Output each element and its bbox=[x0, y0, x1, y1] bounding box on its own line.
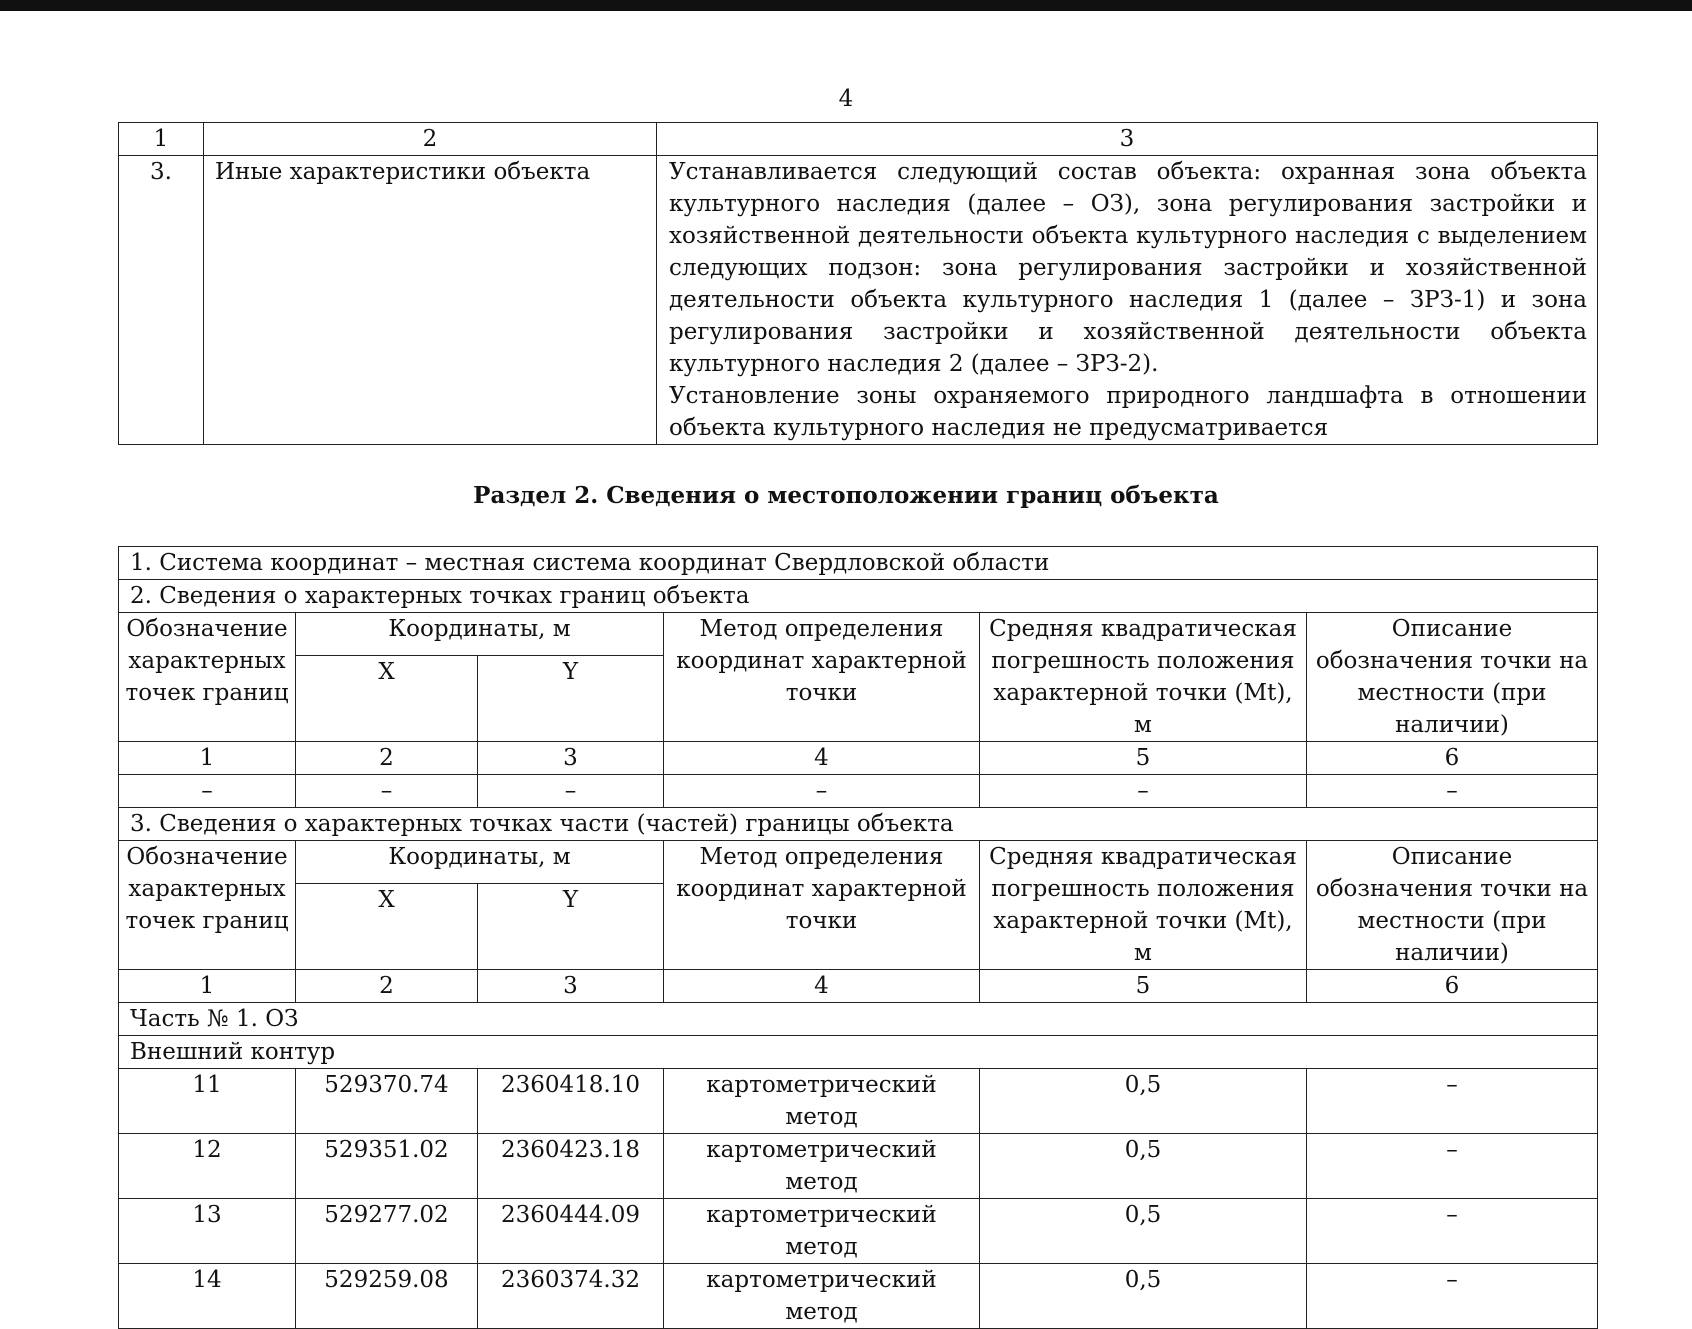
top-border-rule bbox=[0, 0, 1692, 11]
parts-heading-text: 3. Сведения о характерных точках части (частей) границы объекта bbox=[119, 808, 1598, 841]
table-row bbox=[119, 1199, 1598, 1264]
characteristics-table bbox=[118, 122, 1598, 445]
empty-row bbox=[119, 775, 1598, 808]
contour-label-row bbox=[119, 1036, 1598, 1069]
point-id: 13 bbox=[119, 1199, 296, 1264]
table-row bbox=[119, 1069, 1598, 1134]
table-header-row bbox=[119, 123, 1598, 156]
column-number: 3 bbox=[478, 742, 664, 775]
column-number: 6 bbox=[1307, 970, 1598, 1003]
designation-header: Обозначение характерных точек границ bbox=[119, 841, 296, 970]
method-value: картометрический метод bbox=[664, 1199, 980, 1264]
method-header: Метод определения координат характерной точки bbox=[664, 613, 980, 742]
header-cell: 1 bbox=[119, 123, 204, 156]
coord-system-text: 1. Система координат – местная система координат Свердловской области bbox=[119, 547, 1598, 580]
empty-cell: – bbox=[664, 775, 980, 808]
x-value: 529277.02 bbox=[296, 1199, 478, 1264]
y-value: 2360418.10 bbox=[478, 1069, 664, 1134]
description-paragraph: Устанавливается следующий состав объекта: охранная зона объекта культурного наследия (далее – ОЗ), зона регулирования застройки и хозяйственной деятельности объекта культурного наследия с выделением следующих подзон: зона регулирования застройки и хозяйственной деятельности объекта культурного наследия 1 (далее – ЗРЗ-1) и зона регулирования застройки и хозяйственной деятельности объекта культурного наследия 2 (далее – ЗРЗ-2). bbox=[669, 159, 1587, 377]
empty-cell: – bbox=[1307, 775, 1598, 808]
error-value: 0,5 bbox=[980, 1069, 1307, 1134]
parts-heading-row bbox=[119, 808, 1598, 841]
column-header-row bbox=[119, 613, 1598, 656]
empty-cell: – bbox=[980, 775, 1307, 808]
column-number: 2 bbox=[296, 742, 478, 775]
point-id: 14 bbox=[119, 1264, 296, 1329]
column-number: 4 bbox=[664, 970, 980, 1003]
header-cell: 2 bbox=[204, 123, 657, 156]
column-number: 6 bbox=[1307, 742, 1598, 775]
points-heading-text: 2. Сведения о характерных точках границ объекта bbox=[119, 580, 1598, 613]
point-id: 12 bbox=[119, 1134, 296, 1199]
table-row bbox=[119, 1134, 1598, 1199]
empty-cell: – bbox=[478, 775, 664, 808]
column-number-row bbox=[119, 742, 1598, 775]
x-header: X bbox=[296, 884, 478, 970]
row-number: 3. bbox=[119, 156, 204, 445]
coord-system-row bbox=[119, 547, 1598, 580]
column-number: 3 bbox=[478, 970, 664, 1003]
method-value: картометрический метод bbox=[664, 1069, 980, 1134]
column-number-row bbox=[119, 970, 1598, 1003]
error-header: Средняя квадратичеcкая погрешность положения характерной точки (Mt), м bbox=[980, 841, 1307, 970]
x-header: X bbox=[296, 656, 478, 742]
method-header: Метод определения координат характерной точки bbox=[664, 841, 980, 970]
boundary-points-table bbox=[118, 546, 1598, 1329]
error-value: 0,5 bbox=[980, 1134, 1307, 1199]
point-id: 11 bbox=[119, 1069, 296, 1134]
row-label: Иные характеристики объекта bbox=[204, 156, 657, 445]
y-header: Y bbox=[478, 884, 664, 970]
y-value: 2360374.32 bbox=[478, 1264, 664, 1329]
column-number: 4 bbox=[664, 742, 980, 775]
x-value: 529351.02 bbox=[296, 1134, 478, 1199]
method-value: картометрический метод bbox=[664, 1264, 980, 1329]
page-number: 4 bbox=[838, 86, 854, 112]
empty-cell: – bbox=[119, 775, 296, 808]
header-cell: 3 bbox=[657, 123, 1598, 156]
part-label: Часть № 1. ОЗ bbox=[119, 1003, 1598, 1036]
column-number: 5 bbox=[980, 970, 1307, 1003]
y-value: 2360423.18 bbox=[478, 1134, 664, 1199]
coords-header: Координаты, м bbox=[296, 613, 664, 656]
description-header: Описание обозначения точки на местности (при наличии) bbox=[1307, 613, 1598, 742]
description-value: – bbox=[1307, 1264, 1598, 1329]
row-description bbox=[657, 156, 1598, 445]
contour-label: Внешний контур bbox=[119, 1036, 1598, 1069]
error-value: 0,5 bbox=[980, 1264, 1307, 1329]
column-number: 2 bbox=[296, 970, 478, 1003]
description-value: – bbox=[1307, 1199, 1598, 1264]
error-header: Средняя квадратичеcкая погрешность положения характерной точки (Mt), м bbox=[980, 613, 1307, 742]
column-number: 5 bbox=[980, 742, 1307, 775]
error-value: 0,5 bbox=[980, 1199, 1307, 1264]
description-value: – bbox=[1307, 1069, 1598, 1134]
y-value: 2360444.09 bbox=[478, 1199, 664, 1264]
method-value: картометрический метод bbox=[664, 1134, 980, 1199]
x-value: 529370.74 bbox=[296, 1069, 478, 1134]
description-value: – bbox=[1307, 1134, 1598, 1199]
description-header: Описание обозначения точки на местности (при наличии) bbox=[1307, 841, 1598, 970]
designation-header: Обозначение характерных точек границ bbox=[119, 613, 296, 742]
column-number: 1 bbox=[119, 970, 296, 1003]
x-value: 529259.08 bbox=[296, 1264, 478, 1329]
table-row bbox=[119, 156, 1598, 445]
coords-header: Координаты, м bbox=[296, 841, 664, 884]
y-header: Y bbox=[478, 656, 664, 742]
column-number: 1 bbox=[119, 742, 296, 775]
description-paragraph: Установление зоны охраняемого природного ландшафта в отношении объекта культурного наследия не предусматривается bbox=[669, 383, 1587, 441]
part-label-row bbox=[119, 1003, 1598, 1036]
column-header-row bbox=[119, 841, 1598, 884]
table-row bbox=[119, 1264, 1598, 1329]
empty-cell: – bbox=[296, 775, 478, 808]
section-title: Раздел 2. Сведения о местоположении границ объекта bbox=[473, 482, 1219, 509]
points-heading-row bbox=[119, 580, 1598, 613]
